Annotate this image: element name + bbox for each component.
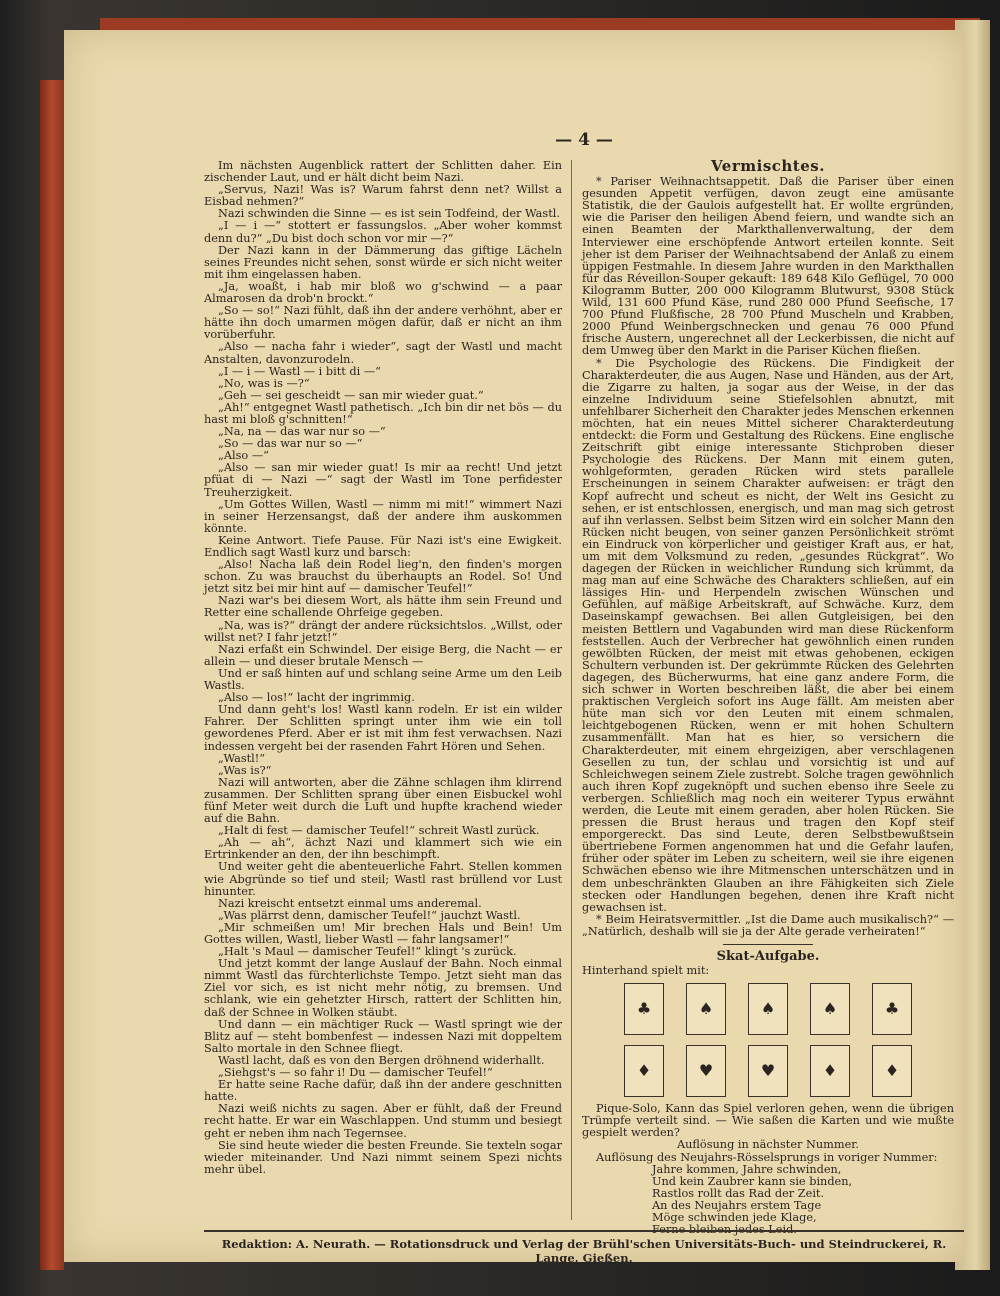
misc-paragraph: * Beim Heiratsvermittler. „Ist die Dame auch musikalisch?“ — „Natürlich, deshalb will sie ja der Alte gerade verheiraten!“ (582, 912, 954, 938)
playing-card: ♠ (748, 983, 788, 1035)
newspaper-page (64, 30, 964, 1265)
story-paragraph: „Siehgst's — so fahr i! Du — damischer Teufel!“ (218, 1066, 493, 1080)
story-paragraph: Wastl lacht, daß es von den Bergen dröhnend widerhallt. (218, 1053, 545, 1067)
story-paragraph: Und dann — ein mächtiger Ruck — Wastl springt wie der Blitz auf — steht bombenfest — indessen Nazi mit doppeltem Salto mortale in den Schnee fliegt. (204, 1017, 562, 1055)
skat-caption: Pique-Solo, Kann das Spiel verloren gehen, wenn die übrigen Trümpfe verteilt sind. — Wie saßen die Karten und wie mußte gespielt werden? (582, 1102, 954, 1140)
misc-paragraph: * Die Psychologie des Rückens. Die Findigkeit der Charakterdeuter, die aus Augen, Nase und Händen, aus der Art, die Zigarre zu halten, ja sogar aus der Weise, in der das einzelne Individuum seine Stiefelsohlen abnutzt, mit unfehlbarer Sicherheit den Charakter jedes Menschen erkennen möchten, hat ein neues Mittel sicherer Charakterdeutung entdeckt: die Form und Gestaltung des Rückens. Eine englische Zeitschrift gibt einige interessante Stichproben dieser Psychologie des Rückens. Der Mann mit einem guten, wohlgeformten, geraden Rücken wird stets parallele Erscheinungen in seinem Charakter aufweisen: er trägt den Kopf aufrecht und scheut es nicht, der Welt ins Gesicht zu sehen, er ist entschlossen, energisch, und man mag sich getrost auf ihn verlassen. Selbst beim Sitzen wird ein solcher Mann den Rücken nicht beugen, von seiner ganzen Persönlichkeit strömt ein Eindruck von körperlicher und geistiger Kraft aus, er hat, um mit dem Volksmund zu reden, „gesundes Rückgrat“. Wo dagegen der Rücken in weichlicher Rundung sich krümmt, da mag man auf eine Schwäche des Charakters schließen, auf ein lässiges Hin- und Herpendeln zwischen Wünschen und Gefühlen, auf mäßige Arbeitskraft, auf Schwäche. Kurz, dem Daseinskampf gewachsen. Bei allen Gutgleisigen, bei den meisten Bettlern und Vagabunden wird man diese Rückenform feststellen. Auch der Verbrecher hat gewöhnlich einen runden gewölbten Rücken, der meist mit etwas gehobenen, eckigen Schultern verbunden ist. Der gekrümmte Rücken des Gelehrten dagegen, des Bücherwurms, hat eine ganz andere Form, die sich schwer in Worten beschreiben läßt, die aber bei einem praktischen Vergleich sofort ins Auge fällt. Am meisten aber hüte man sich vor den Leuten mit einem schmalen, leichtgebogenen Rücken, wenn er mit hohen Schultern zusammenfällt. Man hat es hier, so versichern die Charakterdeuter, mit einem ehrgeizigen, aber verschlagenen Gesellen zu tun, der schlau und vorsichtig ist und auf Schleichwegen seinem Ziele zustrebt. Solche tragen gewöhnlich auch ihren Kopf zugeknöpft und suchen ebenso ihre Seele zu verbergen. Schließlich mag noch ein weiterer Typus erwähnt werden, die Leute mit einem geraden, aber holen Rücken. Sie pressen die Brust heraus und tragen den Kopf steif emporgereckt. Das sind Leute, deren Selbstbewußtsein übertriebene Formen angenommen hat und die Gefahr laufen, früher oder später im Leben zu scheitern, weil sie ihre eigenen Schwächen ebenso wie ihre Mitmenschen unterschätzen und in dem unbeschränkten Glauben an ihre Fähigkeiten sich Ziele stecken oder Handlungen begehen, denen ihre Kraft nicht gewachsen ist. (582, 356, 954, 914)
playing-card: ♠ (686, 983, 726, 1035)
story-paragraph: „I — i — Wastl — i bitt di —“ (218, 364, 381, 378)
story-paragraph: „Was plärrst denn, damischer Teufel!“ jauchzt Wastl. (218, 908, 521, 922)
card-grid (582, 983, 954, 1097)
misc-paragraphs (582, 176, 954, 938)
poem-line: Jahre kommen, Jahre schwinden, (652, 1162, 842, 1176)
story-paragraph: „Also! Nacha laß dein Rodel lieg'n, den finden's morgen schon. Zu was brauchst du überhaupts an Rodel. So! Und jetzt sitz bei mir hint auf — damischer Teufel!“ (204, 558, 562, 596)
poem-line: Und kein Zaubrer kann sie binden, (652, 1174, 853, 1188)
story-paragraph: Er hatte seine Rache dafür, daß ihn der andere geschnitten hatte. (204, 1078, 562, 1104)
story-paragraph: „Um Gottes Willen, Wastl — nimm mi mit!“ wimmert Nazi in seiner Herzensangst, daß der andere ihm auskommen könnte. (204, 497, 562, 535)
story-paragraph: Nazi war's bei diesem Wort, als hätte ihm sein Freund und Retter eine schallende Ohrfeige gegeben. (204, 594, 562, 620)
misc-column (582, 157, 954, 1237)
story-paragraph: Und weiter geht die abenteuerliche Fahrt. Stellen kommen wie Abgründe so tief und steil; Wastl rast brüllend vor Lust hinunter. (204, 860, 562, 898)
story-paragraph: „Ah!“ entgegnet Wastl pathetisch. „Ich bin dir net bös — du hast mi bloß g'schnitten!“ (204, 400, 562, 426)
skat-solution-note: Auflösung in nächster Nummer. (676, 1138, 860, 1152)
story-paragraph: Nazi kreischt entsetzt einmal ums anderemal. (218, 896, 482, 910)
story-paragraph: Im nächsten Augenblick rattert der Schlitten daher. Ein zischender Laut, und er hält dicht beim Nazi. (204, 159, 562, 185)
story-paragraph: Der Nazi kann in der Dämmerung das giftige Lächeln seines Freundes nicht sehen, sonst würde er sich nicht weiter mit ihm eingelassen haben. (204, 243, 562, 281)
playing-card: ♦ (810, 1045, 850, 1097)
story-paragraph: Und jetzt kommt der lange Auslauf der Bahn. Noch einmal nimmt Wastl das fürchterlichste Tempo. Jetzt sieht man das Ziel vor sich, es ist nicht mehr nötig, zu bremsen. Und schlank, wie ein gehetzter Hirsch, rattert der Schlitten hin, daß der Schnee in Wolken stäubt. (204, 957, 562, 1019)
story-paragraph: „Also — los!“ lacht der ingrimmig. (218, 691, 415, 705)
story-paragraph: „Was is?“ (218, 763, 272, 777)
story-paragraph: „Halt di fest — damischer Teufel!“ schreit Wastl zurück. (218, 824, 540, 838)
story-paragraph: „Geh — sei gescheidt — san mir wieder guat.“ (218, 388, 484, 402)
story-paragraph: „Servus, Nazi! Was is? Warum fahrst denn net? Willst a Eisbad nehmen?“ (204, 183, 562, 209)
imprint-footer: Redaktion: A. Neurath. — Rotationsdruck und Verlag der Brühl'schen Universitäts-Buch- und Steindruckerei, R. Lange, Gießen. (204, 1230, 964, 1265)
story-paragraph: „Na, was is?“ drängt der andere rücksichtslos. „Willst, oder willst net? I fahr jetzt!“ (204, 618, 562, 644)
playing-card: ♦ (872, 1045, 912, 1097)
story-paragraph: „I — i —“ stottert er fassungslos. „Aber woher kommst denn du?“ „Du bist doch schon vor mir —?“ (204, 219, 562, 245)
story-paragraph: „Na, na — das war nur so —“ (218, 425, 386, 439)
misc-paragraph: * Pariser Weihnachtsappetit. Daß die Pariser über einen gesunden Appetit verfügen, davon zeugt eine amüsante Statistik, die der Gaulois aufgestellt hat. Er wollte ergründen, wie die Pariser den heiligen Abend feiern, und wandte sich an einen Beamten der Markthallenverwaltung, der dem Interviewer eine erschöpfende Antwort erteilen konnte. Seit jeher ist dem Pariser der Weihnachtsabend der Anlaß zu einem üppigen Festmahle. In diesem Jahre wurden in den Markthallen für das Réveillon-Souper gekauft: 189 648 Kilo Geflügel, 70 000 Kilogramm Butter, 200 000 Kilogramm Blutwurst, 9308 Stück Wild, 131 600 Pfund Käse, rund 280 000 Pfund Seefische, 17 700 Pfund Flußfische, 28 700 Pfund Muscheln und Krabben, 2000 Pfund Weinbergschnecken und genau 76 000 Pfund frische Austern, ungerechnet all der Leckerbissen, die nicht auf dem Umweg über den Markt in die Pariser Küchen fließen. (582, 175, 954, 358)
story-paragraph: Nazi weiß nichts zu sagen. Aber er fühlt, daß der Freund recht hatte. Er war ein Waschlappen. Und stumm und besiegt geht er neben ihm nach Tegernsee. (204, 1102, 562, 1140)
story-paragraph: Nazi schwinden die Sinne — es ist sein Todfeind, der Wastl. (218, 207, 560, 221)
poem-line: Ferne bleiben jedes Leid. (652, 1223, 797, 1237)
story-paragraph: „Halt 's Maul — damischer Teufel!“ klingt 's zurück. (218, 945, 517, 959)
skat-title: Skat-Aufgabe. (716, 949, 820, 964)
poem-line: Möge schwinden jede Klage, (652, 1211, 817, 1225)
section-rule (723, 944, 813, 945)
playing-card: ♦ (624, 1045, 664, 1097)
poem-line: Rastlos rollt das Rad der Zeit. (652, 1186, 825, 1200)
story-paragraph: „Mir schmeißen um! Mir brechen Hals und Bein! Um Gottes willen, Wastl, lieber Wastl — fahr langsamer!“ (204, 920, 562, 946)
section-heading: Vermischtes. (711, 157, 825, 175)
story-paragraph: Und dann geht's los! Wastl kann rodeln. Er ist ein wilder Fahrer. Der Schlitten springt unter ihm wie ein toll gewordenes Pferd. Aber er ist mit ihm fest verwachsen. Nazi indessen vergeht bei der rasenden Fahrt Hören und Sehen. (204, 703, 562, 753)
skat-lead: Hinterhand spielt mit: (582, 964, 710, 978)
story-paragraph: „No, was is —?“ (218, 376, 310, 390)
binding-spine (40, 80, 64, 1270)
story-paragraph: Keine Antwort. Tiefe Pause. Für Nazi ist's eine Ewigkeit. Endlich sagt Wastl kurz und barsch: (204, 533, 562, 559)
playing-card: ♠ (810, 983, 850, 1035)
story-paragraph: „Also —“ (218, 449, 269, 463)
story-paragraph: „Wastl!“ (218, 751, 266, 765)
poem (582, 1164, 954, 1237)
playing-card: ♥ (748, 1045, 788, 1097)
story-paragraph: „Ah — ah“, ächzt Nazi und klammert sich wie ein Ertrinkender an den, der ihn beschimpft. (204, 836, 562, 862)
story-paragraph: „So — so!“ Nazi fühlt, daß ihn der andere verhöhnt, aber er hätte ihn doch umarmen mögen dafür, daß er nicht an ihm vorüberfuhr. (204, 304, 562, 342)
playing-card: ♣ (872, 983, 912, 1035)
page-content (204, 130, 964, 1265)
story-paragraph: Und er saß hinten auf und schlang seine Arme um den Leib Wastls. (204, 666, 562, 693)
puzzle-title: Auflösung des Neujahrs-Rösselsprungs in voriger Nummer: (596, 1150, 938, 1164)
story-paragraph: Nazi erfaßt ein Schwindel. Der eisige Berg, die Nacht — er allein — und dieser brutale Mensch — (204, 642, 562, 668)
page-number: — 4 — (555, 130, 613, 150)
story-paragraph: Nazi will antworten, aber die Zähne schlagen ihm klirrend zusammen. Der Schlitten sprang über einen Eisbuckel wohl fünf Meter weit durch die Luft und hupfte krachend wieder auf die Bahn. (204, 775, 562, 826)
story-paragraph: Sie sind heute wieder die besten Freunde. Sie texteln sogar wieder miteinander. Und Nazi nimmt seinem Spezi nichts mehr übel. (204, 1138, 562, 1176)
story-paragraph: „So — das war nur so —“ (218, 437, 363, 451)
playing-card: ♣ (624, 983, 664, 1035)
story-paragraph: „Ja, woaßt, i hab mir bloß wo g'schwind — a paar Almarosen da drob'n brockt.“ (204, 279, 562, 306)
story-column (204, 160, 562, 1176)
story-paragraphs (204, 160, 562, 1176)
story-paragraph: „Also — nacha fahr i wieder“, sagt der Wastl und macht Anstalten, davonzurodeln. (204, 340, 562, 366)
playing-card: ♥ (686, 1045, 726, 1097)
story-paragraph: „Also — san mir wieder guat! Is mir aa recht! Und jetzt pfüat di — Nazi —“ sagt der Wastl im Tone perfidester Treuherzigkeit. (204, 461, 562, 499)
poem-line: An des Neujahrs erstem Tage (652, 1198, 822, 1212)
column-divider (571, 160, 572, 1220)
